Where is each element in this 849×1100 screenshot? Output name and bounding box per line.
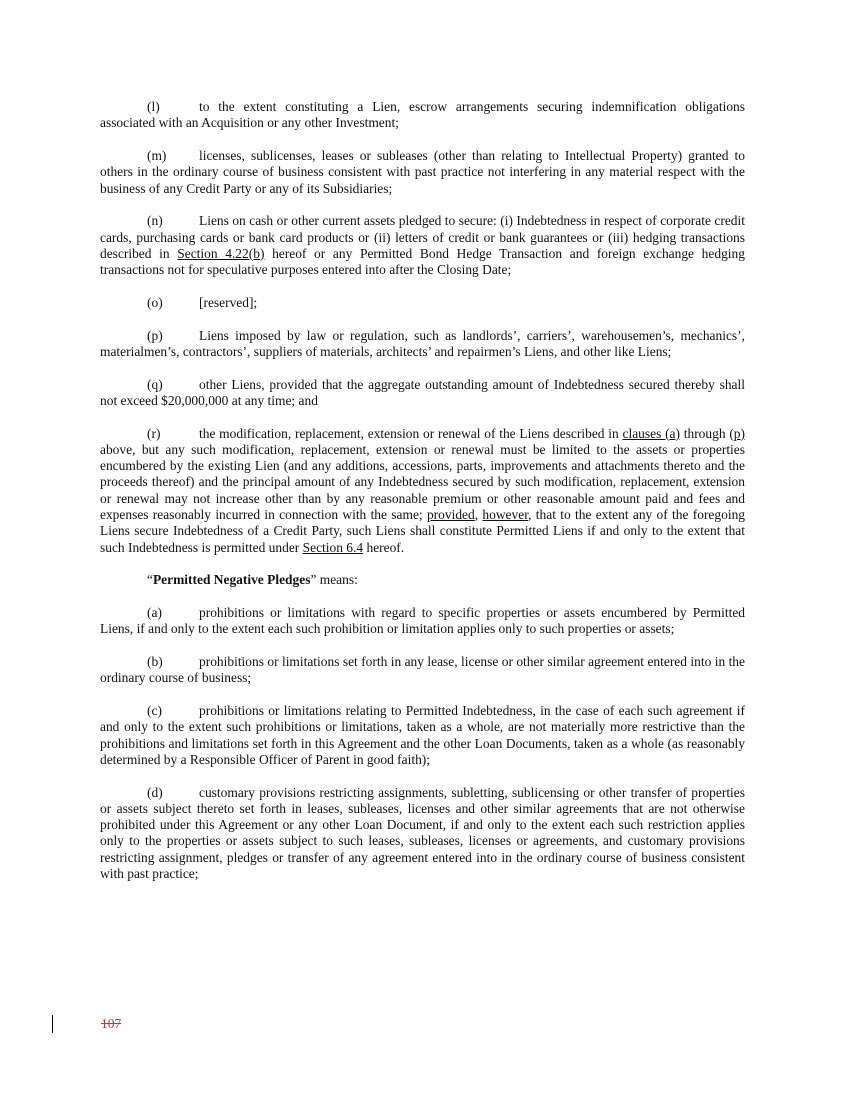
clause-text: prohibitions or limitations set forth in any lease, license or other similar agreement entered into in the ordinary course of business; [100,653,745,686]
clause-label: (p) [147,327,163,343]
clause-text: other Liens, provided that the aggregate outstanding amount of Indebtedness secured thereby shall not exceed $20,000,000 at any time; and [100,376,745,408]
lien-clause-m [100,148,745,197]
definition-lead-text: ” means: [310,572,358,588]
clause-text: through [679,425,730,441]
clause-label: (o) [147,294,163,310]
pledge-clause-a [100,605,745,638]
clauses-a-reference[interactable]: clauses (a) [622,425,680,441]
lien-clause-n [100,213,745,278]
clause-label: (d) [147,784,163,800]
section-6-4-reference[interactable]: Section 6.4 [302,539,364,555]
clause-label: (b) [147,653,163,669]
pledge-clause-b [100,654,745,687]
clause-text: above, but any such modification, replacement, extension or renewal must be limited to the assets or properties encumbered by the existing Lien (and any additions, accessions, parts, improvements and attachments thereto and the proceeds thereof) and the principal amount of any Indebtedness secured by such modification, replacement, extension or renewal may not increase other than by any reasonable premium or other reasonable amount paid and fees and expenses reasonably incurred in connection with the same; [100,441,745,522]
page-number: 107 [101,1016,122,1031]
provided-term: provided [426,506,475,522]
clause-text: prohibitions or limitations with regard to specific properties or assets encumbered by Permitted Liens, if and only to the extent each such prohibition or limitation applies only to such properties or assets; [100,604,745,637]
clause-text: licenses, sublicenses, leases or subleases (other than relating to Intellectual Property) granted to others in the ordinary course of business consistent with past practice not interfering in any material respect with the business of any Credit Party or any of its Subsidiaries; [100,147,745,196]
clause-text: hereof. [363,539,405,555]
clause-text: , that to the extent any of the foregoing Liens secure Indebtedness of a Credit Party, such Liens shall constitute Permitted Liens if and only to the extent that such Indebtedness is permitted under [100,506,746,555]
pledge-clause-c [100,703,745,768]
clause-text: Liens imposed by law or regulation, such as landlords’, carriers’, warehousemen’s, mechanics’, materialmen’s, contractors’, suppliers of materials, architects’ and repairmen’s Liens, and other like Liens; [100,327,745,359]
defined-term: Permitted Negative Pledges [152,572,311,588]
lien-clause-l [100,99,745,132]
clause-text: prohibitions or limitations relating to Permitted Indebtedness, in the case of each such agreement if and only to the extent such prohibitions or limitations, taken as a whole, are not materially more restrictive than the prohibitions and limitations set forth in this Agreement and the other Loan Documents, taken as a whole (as reasonably determined by a Responsible Officer of Parent in good faith); [100,702,745,767]
pledge-clause-d [100,785,745,883]
however-term: however [482,506,529,522]
clause-label: (a) [147,604,162,620]
clause-label: (m) [147,147,167,163]
lien-clause-r [100,426,745,556]
clause-p-reference[interactable]: (p) [729,425,745,441]
open-quote: “ [147,572,153,588]
clause-text: Liens on cash or other current assets pledged to secure: (i) Indebtedness in respect of corporate credit cards, purchasing cards or bank card products or (ii) letters of credit or bank guarantees or (iii) hedging transactions described in [100,213,745,261]
clause-label: (q) [147,376,163,392]
section-4-22b-reference[interactable]: Section 4.22(b) [177,245,265,261]
clause-text: [reserved]; [199,294,258,310]
lien-clause-q [100,377,745,410]
document-page [100,99,745,882]
lien-clause-p [100,328,745,361]
clause-text: , [474,506,483,522]
clause-label: (c) [147,702,162,718]
clause-label: (l) [147,99,160,114]
clause-text: customary provisions restricting assignments, subletting, sublicensing or other transfer of properties or assets subject thereto set forth in leases, subleases, licenses and other similar agreements that are not otherwise prohibited under this Agreement or any other Loan Document, if and only to the extent each such restriction applies only to the properties or assets subject to such leases, subleases, licenses or agreements, and customary provisions restricting assignment, pledges or transfer of any agreement entered into in the ordinary course of business consistent with past practice; [100,784,745,881]
clause-text: to the extent constituting a Lien, escrow arrangements securing indemnification obligations associated with an Acquisition or any other Investment; [100,99,745,131]
definition-heading [100,572,745,588]
clause-text: the modification, replacement, extension or renewal of the Liens described in [199,425,623,441]
clause-text: hereof or any Permitted Bond Hedge Transaction and foreign exchange hedging transactions not for speculative purposes entered into after the Closing Date; [100,245,745,278]
lien-clause-o [100,295,745,311]
clause-label: (n) [147,213,163,229]
revision-change-bar [52,1015,53,1033]
clause-label: (r) [147,425,161,441]
